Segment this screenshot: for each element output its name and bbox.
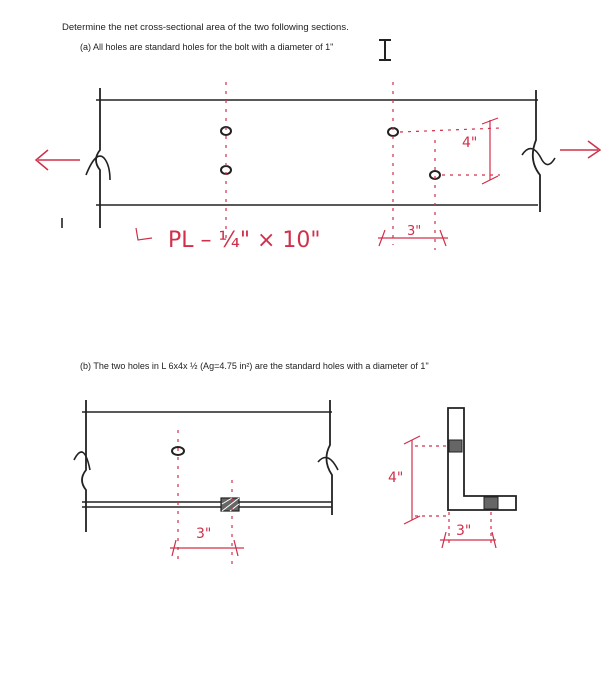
angle-section-b bbox=[448, 408, 516, 510]
plate-size-label: PL – ¼" × 10" bbox=[168, 228, 321, 253]
leg-horizontal-label-b: 3" bbox=[456, 523, 472, 539]
stagger-label-b: 3" bbox=[196, 526, 212, 542]
plate-drawing-a bbox=[62, 88, 555, 228]
stagger-label-a: 3" bbox=[407, 224, 422, 239]
annotations-a bbox=[36, 82, 600, 250]
bolt-hole-b2 bbox=[221, 498, 239, 511]
hole-spacing-label-a: 4" bbox=[462, 135, 478, 151]
annotations-section-b bbox=[404, 436, 496, 548]
part-b-statement: (b) The two holes in L 6x4x ½ (Ag=4.75 in²) are the standard holes with a diameter of 1" bbox=[80, 361, 429, 371]
angle-section-hole-vertical bbox=[449, 440, 462, 452]
text-cursor-icon bbox=[379, 40, 391, 60]
part-a-statement: (a) All holes are standard holes for the bolt with a diameter of 1" bbox=[80, 42, 334, 52]
problem-title: Determine the net cross-sectional area of the two following sections. bbox=[62, 22, 349, 33]
angle-drawing-b bbox=[74, 400, 338, 532]
leg-vertical-label-b: 4" bbox=[388, 470, 404, 486]
angle-section-hole-horizontal bbox=[484, 497, 498, 509]
